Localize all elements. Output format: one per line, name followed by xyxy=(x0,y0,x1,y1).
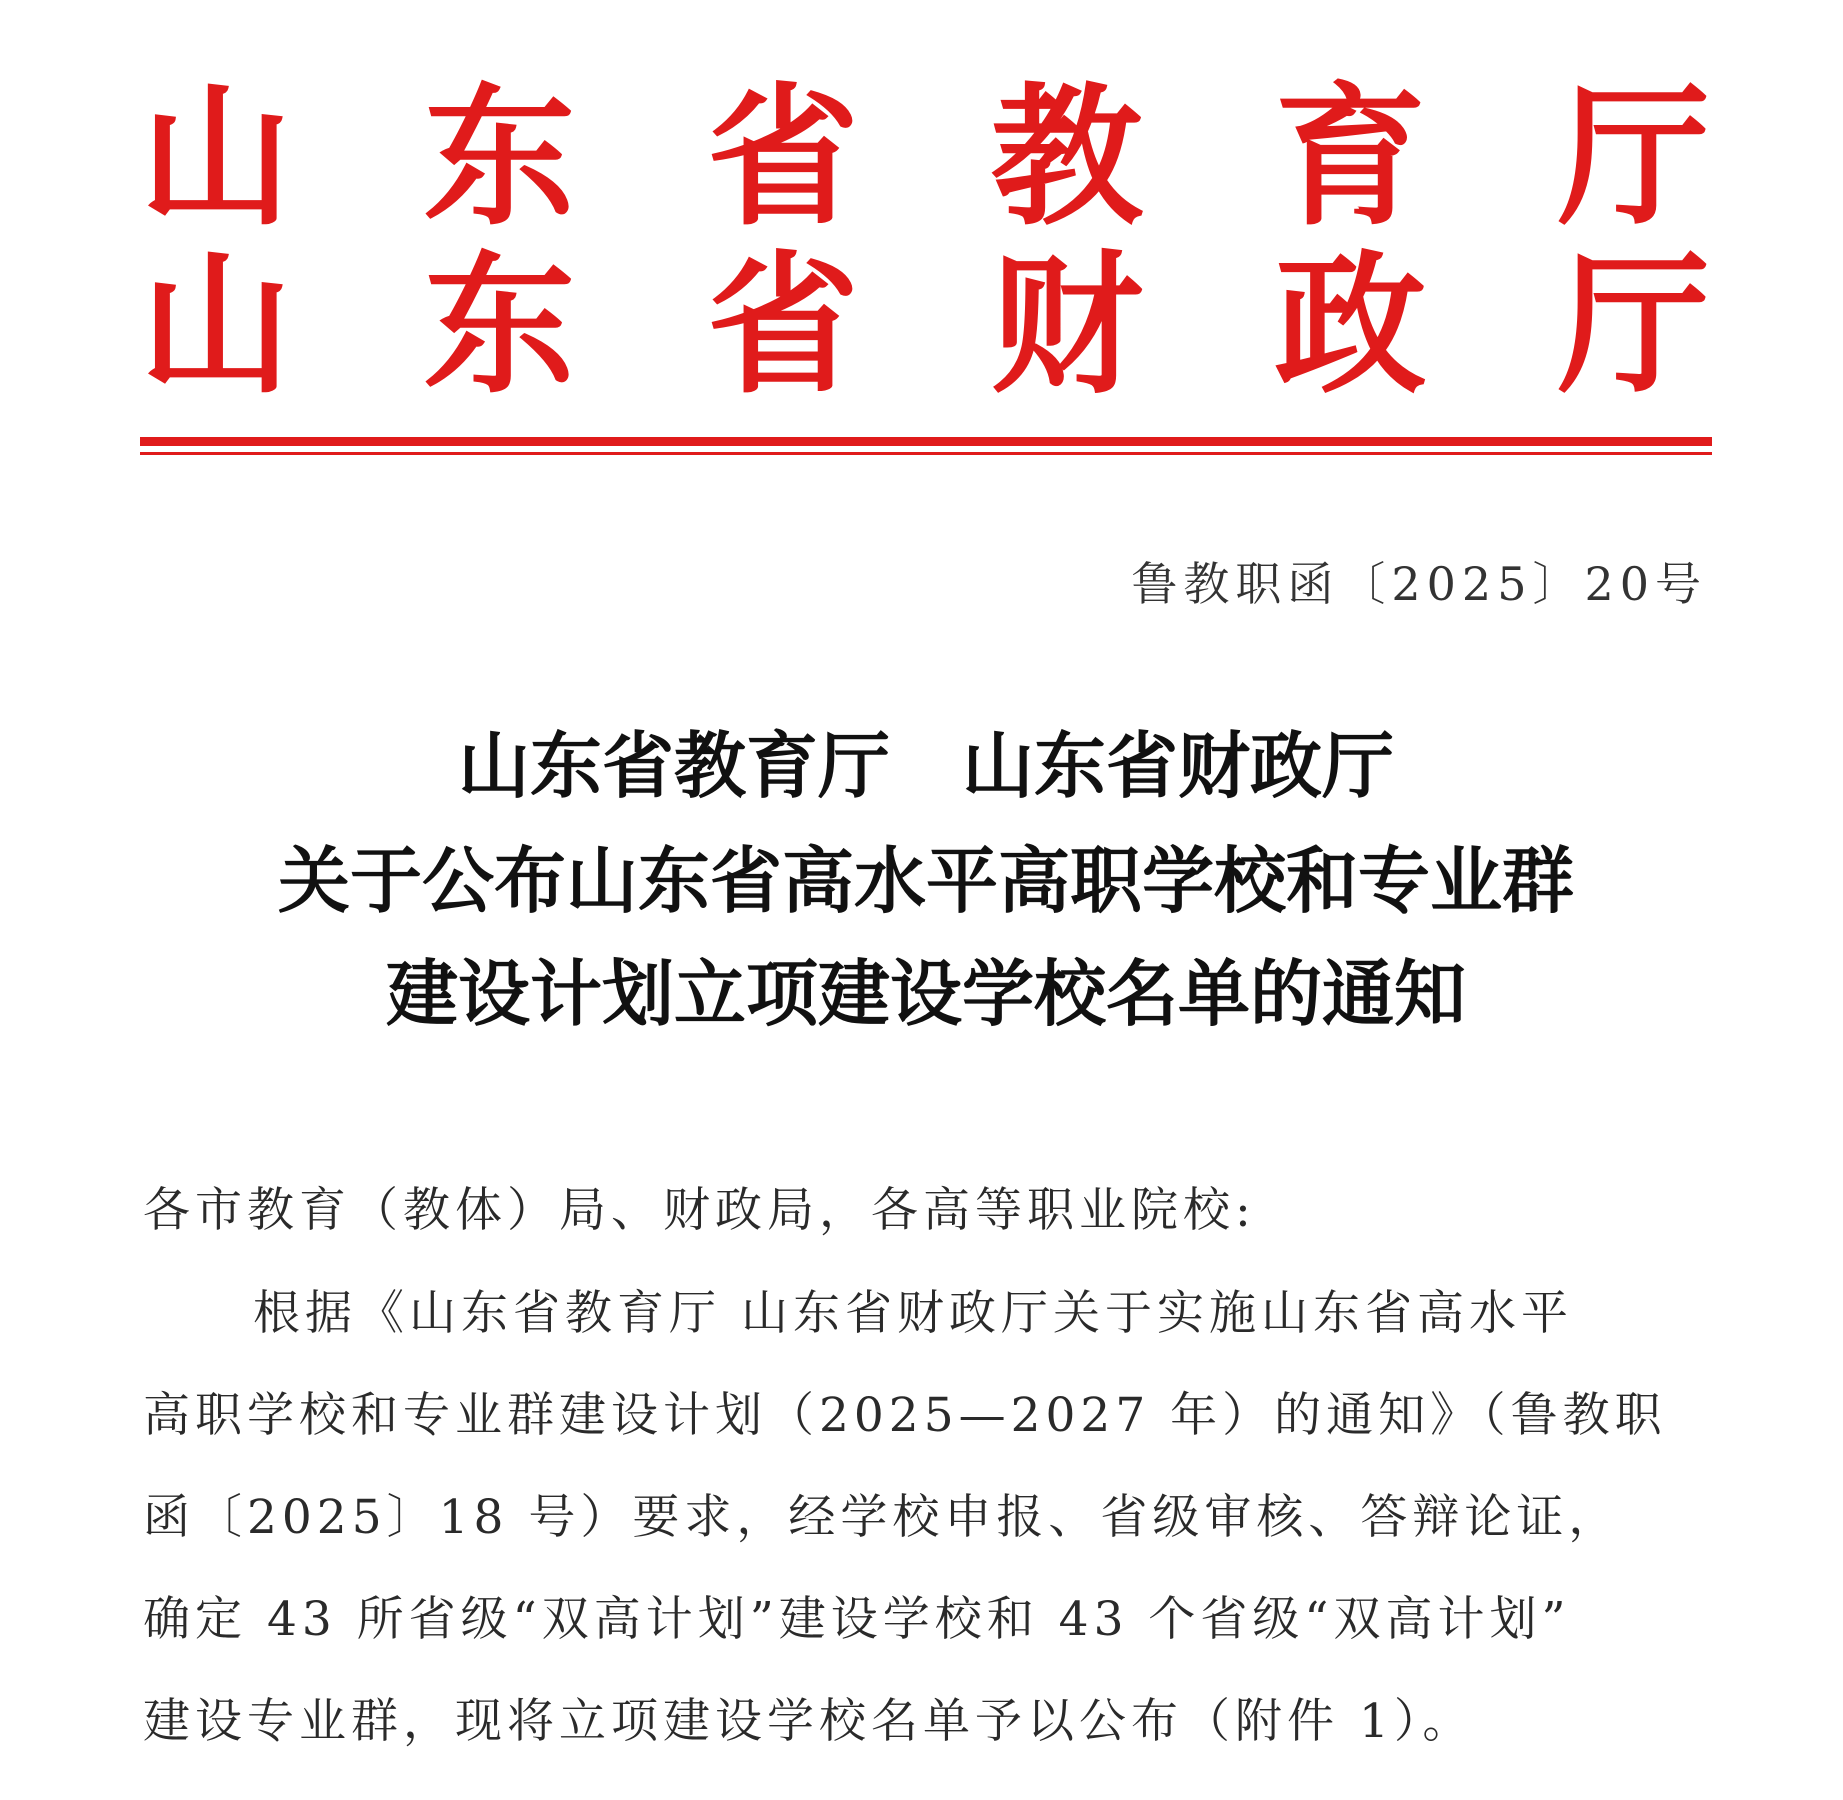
masthead-char: 政 xyxy=(1274,235,1427,414)
masthead-char: 厅 xyxy=(1557,67,1710,246)
masthead-char: 育 xyxy=(1274,67,1427,246)
masthead-char: 省 xyxy=(707,235,860,414)
masthead-red-rule-thin xyxy=(140,452,1712,455)
document-title-line-1: 山东省教育厅 山东省财政厅 xyxy=(457,723,1394,808)
masthead-education-department xyxy=(140,67,1710,246)
masthead-char: 东 xyxy=(423,67,576,246)
masthead-char: 东 xyxy=(423,235,576,414)
masthead-char: 财 xyxy=(990,235,1143,414)
masthead-finance-department xyxy=(140,235,1710,414)
document-title-line-3: 建设计划立项建设学校名单的通知 xyxy=(385,951,1466,1036)
masthead-char: 山 xyxy=(140,235,292,414)
masthead-char: 山 xyxy=(140,67,292,246)
body-line: 建设专业群，现将立项建设学校名单予以公布（附件 1）。 xyxy=(143,1694,1475,1749)
masthead-char: 厅 xyxy=(1557,235,1710,414)
masthead-char: 省 xyxy=(707,67,860,246)
masthead-char: 教 xyxy=(990,67,1143,246)
body-line: 函〔2025〕18 号）要求，经学校申报、省级审核、答辩论证， xyxy=(143,1490,1621,1545)
body-line: 高职学校和专业群建设计划（2025—2027 年）的通知》（鲁教职 xyxy=(143,1388,1667,1443)
document-title-line-2: 关于公布山东省高水平高职学校和专业群 xyxy=(277,838,1574,923)
masthead-red-rule-thick xyxy=(140,437,1712,446)
body-paragraph xyxy=(143,1286,1713,1800)
body-line: 确定 43 所省级“双高计划”建设学校和 43 个省级“双高计划” xyxy=(143,1592,1571,1647)
body-line: 根据《山东省教育厅 山东省财政厅关于实施山东省高水平 xyxy=(253,1286,1573,1341)
salutation: 各市教育（教体）局、财政局，各高等职业院校: xyxy=(143,1183,1256,1238)
document-number: 鲁教职函〔2025〕20号 xyxy=(1131,557,1707,611)
